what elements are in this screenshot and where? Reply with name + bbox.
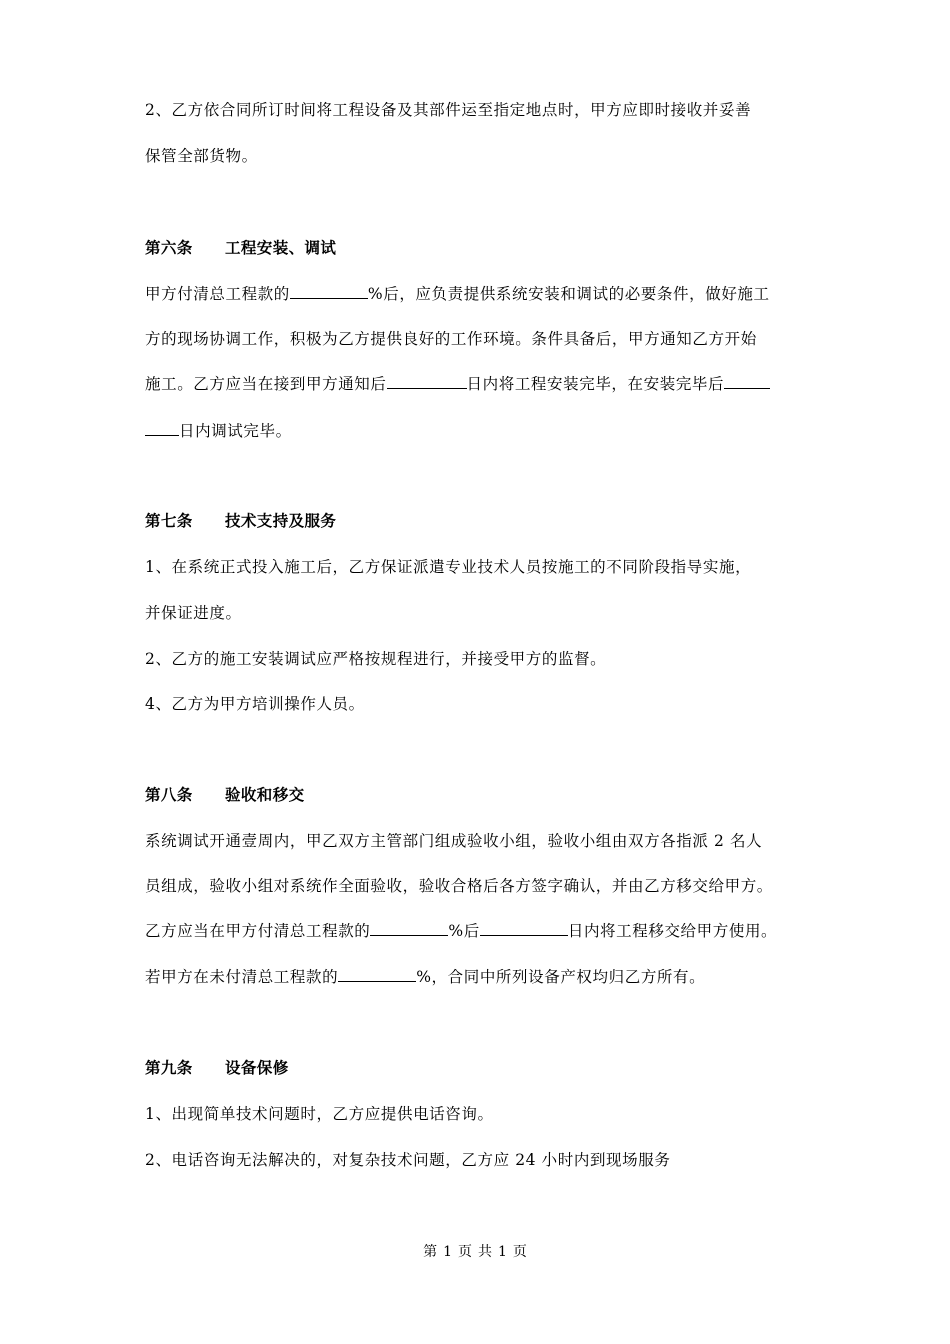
section8-text: 若甲方在未付清总工程款的: [145, 968, 339, 986]
section6-text: 日内将工程安装完毕，在安装完毕后: [466, 375, 725, 393]
footer-text: 页: [512, 1244, 527, 1260]
page-footer: [0, 1242, 950, 1262]
section8-paragraph-line2: 员组成，验收小组对系统作全面验收，验收合格后各方签字确认，并由乙方移交给甲方。: [145, 877, 773, 895]
footer-text: 页: [458, 1244, 472, 1260]
section7-title: 技术支持及服务: [225, 511, 337, 530]
section6-paragraph-line2: 方的现场协调工作，积极为乙方提供良好的工作环境。条件具备后，甲方通知乙方开始: [145, 330, 757, 348]
section8-paragraph-line1: 系统调试开通壹周内，甲乙双方主管部门组成验收小组，验收小组由双方各指派 2 名人: [145, 832, 763, 850]
section8-text: %，合同中所列设备产权均归乙方所有。: [416, 968, 706, 986]
section7-item2: 2、乙方的施工安装调试应严格按规程进行，并接受甲方的监督。: [145, 650, 607, 668]
section5-item2-line1: 2、乙方依合同所订时间将工程设备及其部件运至指定地点时，甲方应即时接收并妥善: [145, 101, 752, 119]
section8-number: 第八条: [145, 785, 193, 804]
section6-title: 工程安装、调试: [225, 238, 337, 257]
fill-blank: [290, 284, 368, 299]
section9-title: 设备保修: [225, 1058, 289, 1077]
fill-blank: [370, 921, 448, 936]
section6-text: 日内调试完毕。: [179, 422, 292, 440]
section9-item1: 1、出现简单技术问题时，乙方应提供电话咨询。: [145, 1105, 494, 1123]
page-number: 1: [443, 1244, 452, 1260]
fill-blank: [387, 374, 467, 389]
fill-blank: [338, 967, 416, 982]
section6-heading: [145, 237, 825, 259]
section8-text: 日内将工程移交给甲方使用。: [567, 922, 778, 940]
section6-paragraph-line4: [145, 420, 825, 442]
section7-heading: [145, 510, 825, 532]
section8-paragraph-line3: [145, 920, 825, 942]
section9-item2: 2、电话咨询无法解决的，对复杂技术问题，乙方应 24 小时内到现场服务: [145, 1151, 671, 1169]
section7-item1-line1: 1、在系统正式投入施工后，乙方保证派遣专业技术人员按施工的不同阶段指导实施，: [145, 558, 752, 576]
fill-blank: [480, 921, 568, 936]
section6-paragraph-line1: [145, 283, 825, 305]
footer-text: 第: [423, 1244, 438, 1260]
section8-paragraph-line4: [145, 966, 825, 988]
section9-number: 第九条: [145, 1058, 193, 1077]
section7-number: 第七条: [145, 511, 193, 530]
section6-text: %后，应负责提供系统安装和调试的必要条件，做好施工: [367, 285, 770, 303]
section8-title: 验收和移交: [225, 785, 305, 804]
section6-number: 第六条: [145, 238, 193, 257]
footer-text: 共: [478, 1244, 492, 1260]
section7-item1-line2: 并保证进度。: [145, 604, 242, 622]
fill-blank: [145, 421, 179, 436]
section6-text: 施工。乙方应当在接到甲方通知后: [145, 375, 387, 393]
section8-heading: [145, 784, 825, 806]
section5-item2-line2: 保管全部货物。: [145, 147, 258, 165]
section7-item4: 4、乙方为甲方培训操作人员。: [145, 695, 365, 713]
section6-text: 甲方付清总工程款的: [145, 285, 290, 303]
fill-blank: [724, 374, 770, 389]
section6-paragraph-line3: [145, 373, 825, 395]
section8-text: %后: [448, 922, 480, 940]
page-total: 1: [498, 1244, 507, 1260]
section9-heading: [145, 1057, 825, 1079]
section8-text: 乙方应当在甲方付清总工程款的: [145, 922, 371, 940]
